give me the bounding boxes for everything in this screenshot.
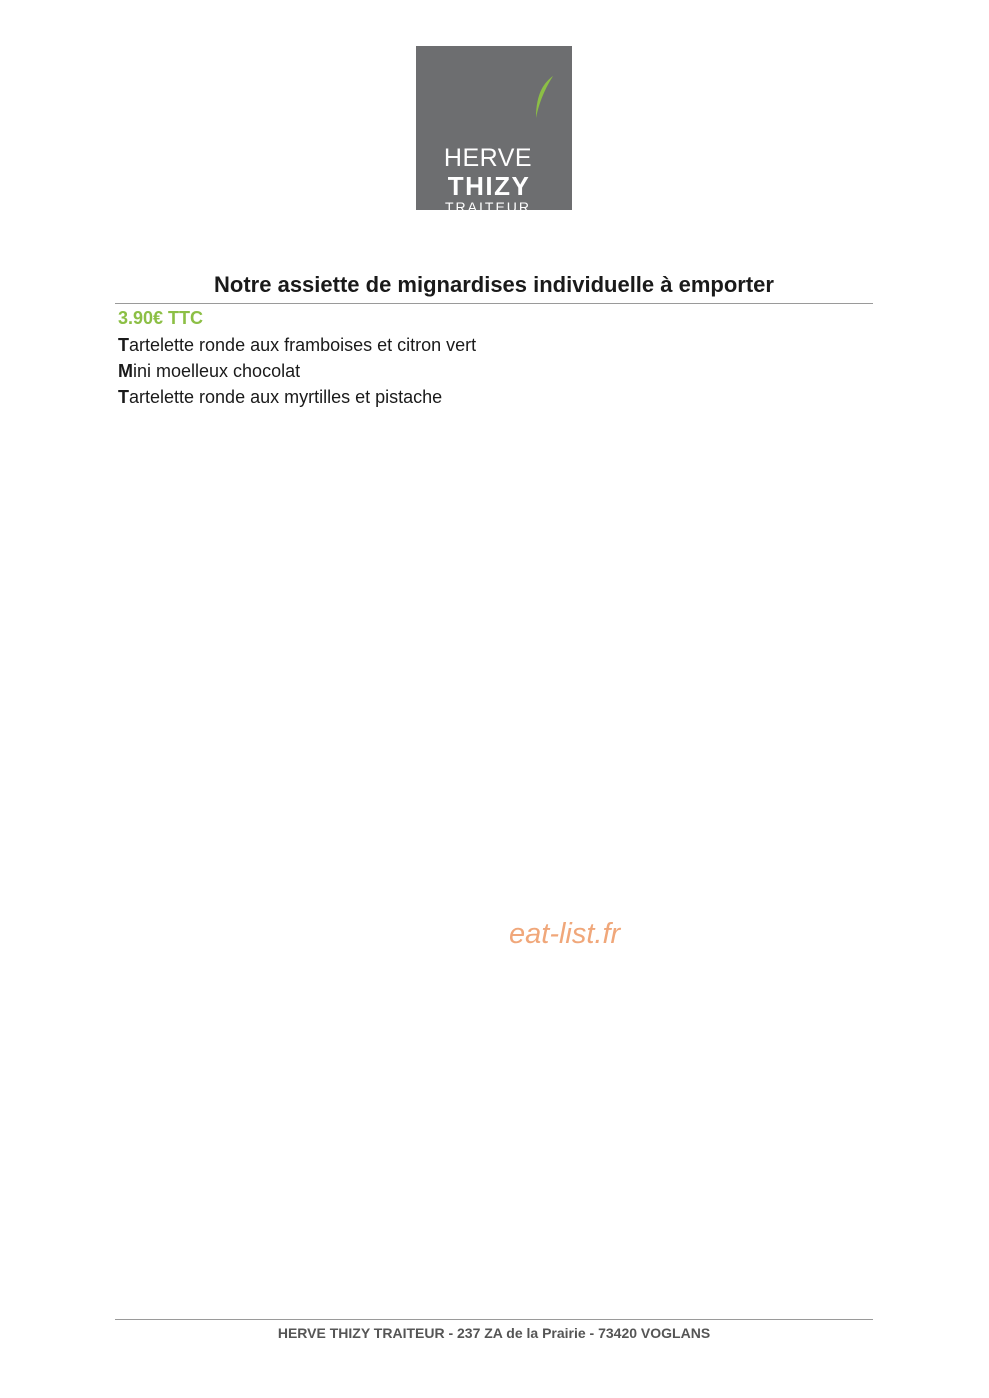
menu-item-initial: M [118,361,133,381]
footer-address: HERVE THIZY TRAITEUR - 237 ZA de la Prairie - 73420 VOGLANS [277,1325,711,1341]
price-label: 3.90€ TTC [118,308,204,328]
watermark: eat-list.fr [509,918,621,950]
menu-item-initial: T [118,387,129,407]
logo-line-herve: HERVE [443,144,533,172]
menu-item [118,384,476,410]
menu-item-initial: T [118,335,129,355]
logo-line-thizy: THIZY [447,171,531,201]
menu-item-list [118,332,476,410]
menu-item-text: ini moelleux chocolat [133,361,301,381]
brand-logo [416,46,572,215]
menu-item-text: artelette ronde aux myrtilles et pistache [129,387,443,407]
page-title: Notre assiette de mignardises individuelle à emporter [214,272,774,297]
menu-item-text: artelette ronde aux framboises et citron vert [129,335,477,355]
logo-line-traiteur: TRAITEUR [445,199,531,215]
menu-item [118,332,476,358]
footer-divider [115,1319,873,1320]
menu-item [118,358,476,384]
title-divider [115,303,873,304]
